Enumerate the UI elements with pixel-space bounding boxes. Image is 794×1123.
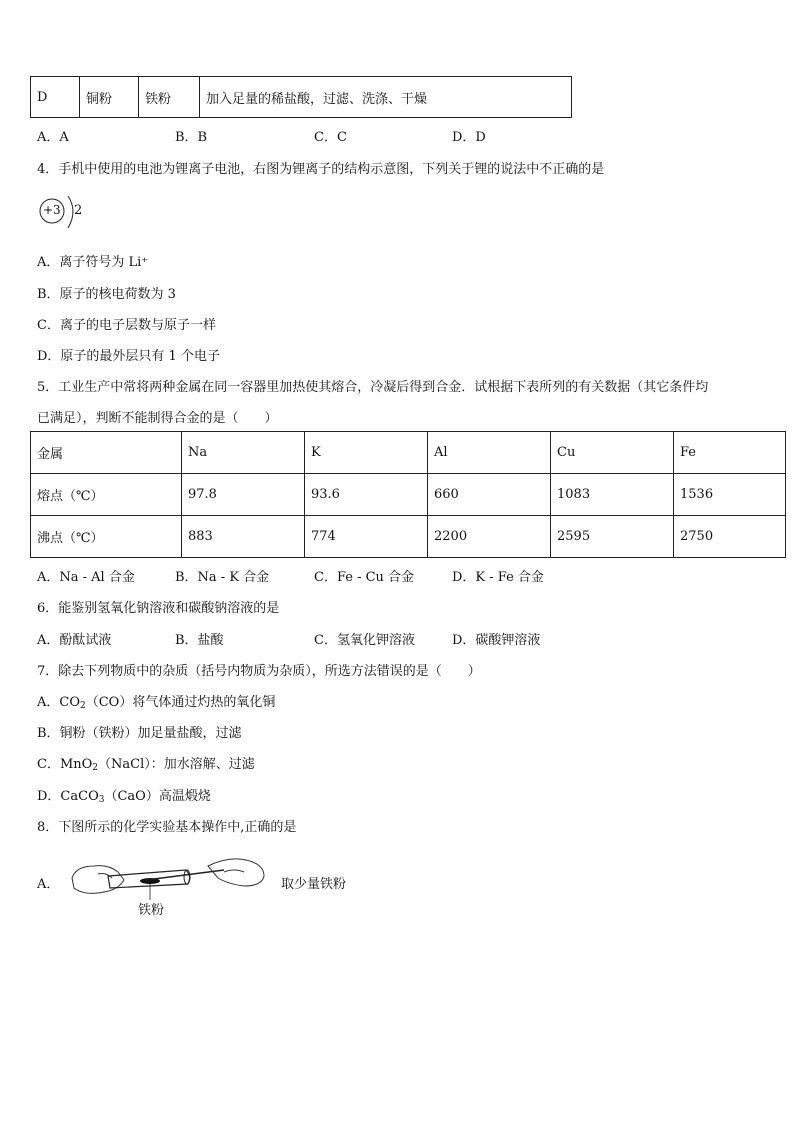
table-cell: 1083 [551,474,674,516]
q5-option-c[interactable]: C．Fe - Cu 合金 [314,570,415,585]
q6-stem: 6．能鉴别氢氧化钠溶液和碳酸钠溶液的是 [37,601,280,616]
q4-option-c[interactable]: C．离子的电子层数与原子一样 [37,318,216,333]
table-cell: 2595 [551,516,674,558]
q6-option-c[interactable]: C．氢氧化钾溶液 [314,633,415,648]
q8-stem: 8．下图所示的化学实验基本操作中,正确的是 [37,820,297,835]
q7-option-a[interactable] [37,691,275,711]
q4-option-a[interactable]: A．离子符号为 Li⁺ [37,255,149,270]
table-cell: 2750 [674,516,786,558]
table-cell: 1536 [674,474,786,516]
q3-option-c[interactable]: C．C [314,130,347,145]
q5-metal-table [30,431,786,558]
table-cell: 加入足量的稀盐酸，过滤、洗涤、干燥 [200,77,572,118]
q5-option-d[interactable]: D．K - Fe 合金 [452,570,544,585]
take-iron-powder-label: 取少量铁粉 [281,877,347,892]
shell-electron-count: 2 [74,203,83,218]
table-row [31,516,786,558]
test-tube-svg [68,850,268,912]
q6-option-d[interactable]: D．碳酸钾溶液 [452,633,541,648]
table-row [31,474,786,516]
q7-option-b[interactable]: B．铜粉（铁粉）加足量盐酸，过滤 [37,726,242,741]
table-cell: 97.8 [182,474,305,516]
q3-option-d[interactable]: D．D [452,130,486,145]
q4-option-d[interactable]: D．原子的最外层只有 1 个电子 [37,349,220,364]
table-cell: 660 [428,474,551,516]
nucleus-charge: +3 [43,203,61,217]
q7-option-c-text: （NaCl）：加水溶解、过滤 [98,757,255,772]
table-header-cell: K [305,432,428,474]
q7-option-d-formula: D．CaCO [37,789,99,804]
table-header-cell: 金属 [31,432,182,474]
table-cell: 883 [182,516,305,558]
table-header-cell: Cu [551,432,674,474]
table-header-cell: Na [182,432,305,474]
q5-stem-line2: 已满足），判断不能制得合金的是（ ） [37,411,278,426]
test-tube-illustration [68,850,268,912]
table-header-cell: Al [428,432,551,474]
table-row [31,432,786,474]
q7-option-d[interactable] [37,785,211,805]
lithium-ion-structure-diagram [38,190,88,236]
q4-option-b[interactable]: B．原子的核电荷数为 3 [37,287,176,302]
q8-option-a-letter[interactable]: A． [37,877,60,892]
table-cell: 2200 [428,516,551,558]
q4-stem: 4．手机中使用的电池为锂离子电池，右图为锂离子的结构示意图，下列关于锂的说法中不正确的是 [37,162,605,177]
q7-option-d-text: （CaO）高温煅烧 [104,789,211,804]
q3-option-b[interactable]: B．B [175,130,208,145]
table-cell: 93.6 [305,474,428,516]
q3-option-a[interactable]: A．A [37,130,69,145]
q7-option-a-text: （CO）将气体通过灼热的氧化铜 [85,695,276,710]
table-cell: 铁粉 [139,77,200,118]
table-cell: 沸点（℃） [31,516,182,558]
table-cell: D [31,77,80,118]
subscript: 2 [92,763,99,773]
table-cell: 铜粉 [80,77,139,118]
subscript: 2 [80,701,86,711]
iron-powder-label: 铁粉 [138,903,165,918]
q5-option-a[interactable]: A．Na - Al 合金 [37,570,135,585]
q5-option-b[interactable]: B．Na - K 合金 [175,570,270,585]
q7-stem: 7．除去下列物质中的杂质（括号内物质为杂质），所选方法错误的是（ ） [37,664,481,679]
q6-option-a[interactable]: A．酚酞试液 [37,633,112,648]
q5-stem-line1: 5．工业生产中常将两种金属在同一容器里加热使其熔合，冷凝后得到合金．试根据下表所列的有关数据（其它条件均 [37,380,709,395]
table-header-cell: Fe [674,432,786,474]
table-cell: 774 [305,516,428,558]
q7-option-c[interactable] [37,753,255,773]
table-cell: 熔点（℃） [31,474,182,516]
q3-table [30,76,572,118]
q7-option-a-formula: A．CO [37,695,80,710]
q7-option-c-formula: C．MnO [37,757,93,772]
table-row [31,77,572,118]
subscript: 3 [98,795,105,805]
q6-option-b[interactable]: B．盐酸 [175,633,224,648]
